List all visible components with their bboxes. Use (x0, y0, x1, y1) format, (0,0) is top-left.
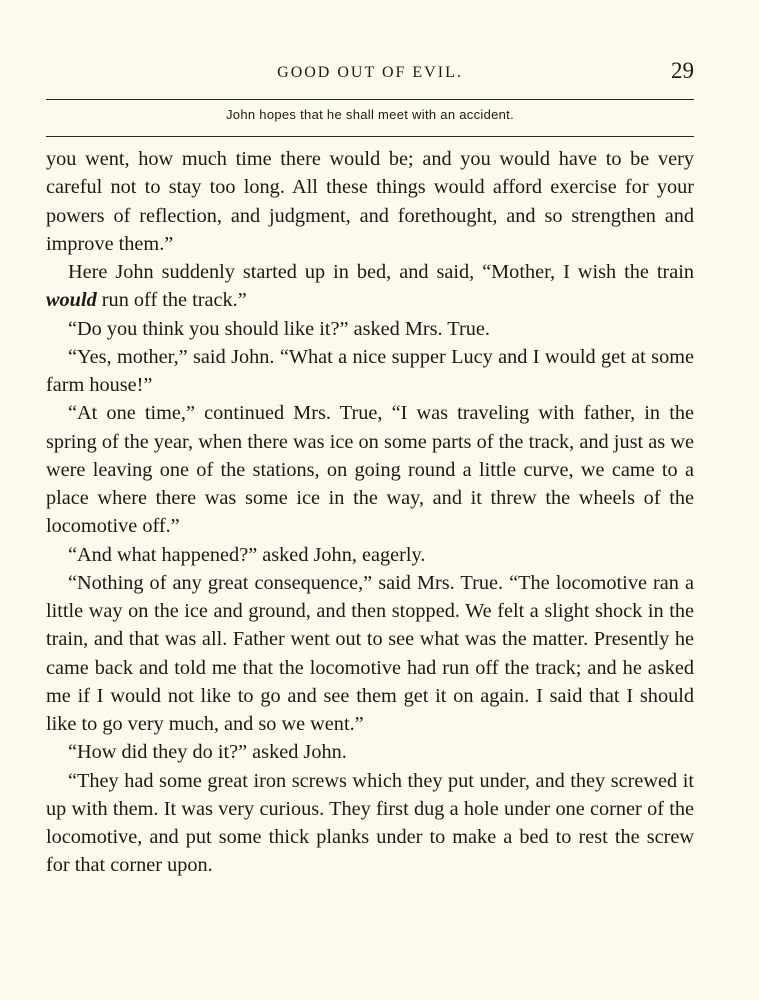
page-number: 29 (671, 58, 694, 83)
running-head (46, 58, 694, 86)
caption-rule (46, 136, 694, 137)
paragraph: “At one time,” continued Mrs. True, “I was traveling with father, in the spring of the year, when there was ice on some parts of the track, and just as we were leaving one of the stations, on going round a little curve, we came to a place where there was some ice in the way, and it threw the wheels of the locomotive off.” (46, 402, 694, 538)
emphasis-text: would (46, 289, 97, 312)
body-text (46, 145, 694, 880)
top-rule (46, 99, 694, 100)
paragraph (46, 258, 694, 315)
paragraph-text: run off the track.” (96, 289, 247, 312)
paragraph: “How did they do it?” asked John. (68, 741, 347, 764)
running-title: GOOD OUT OF EVIL. (277, 64, 463, 81)
paragraph: “Yes, mother,” said John. “What a nice supper Lucy and I would get at some farm house!” (46, 345, 694, 396)
illustration-caption: John hopes that he shall meet with an accident. (226, 107, 514, 122)
paragraph: “Do you think you should like it?” asked Mrs. True. (68, 317, 490, 340)
paragraph: “Nothing of any great consequence,” said Mrs. True. “The locomotive ran a little way on the ice and ground, and then stopped. We felt a slight shock in the train, and that was all. Father went out to see what was the matter. Presently he came back and told me that the locomotive had run off the track; and he asked me if I would not like to go and see them get it on again. I said that I should like to go very much, and so we went.” (46, 571, 694, 735)
paragraph: you went, how much time there would be; and you would have to be very careful not to stay too long. All these things would afford exercise for your powers of reflection, and judgment, and forethought, and so strengthen and improve them.” (46, 148, 694, 255)
paragraph: “And what happened?” asked John, eagerly. (68, 543, 426, 566)
paragraph-text: Here John suddenly started up in bed, and said, “Mother, I wish the train (68, 261, 694, 283)
paragraph: “They had some great iron screws which they put under, and they screwed it up with them. It was very curious. They first dug a hole under one corner of the locomotive, and put some thick planks under to make a bed to rest the screw for that corner upon. (46, 769, 694, 877)
